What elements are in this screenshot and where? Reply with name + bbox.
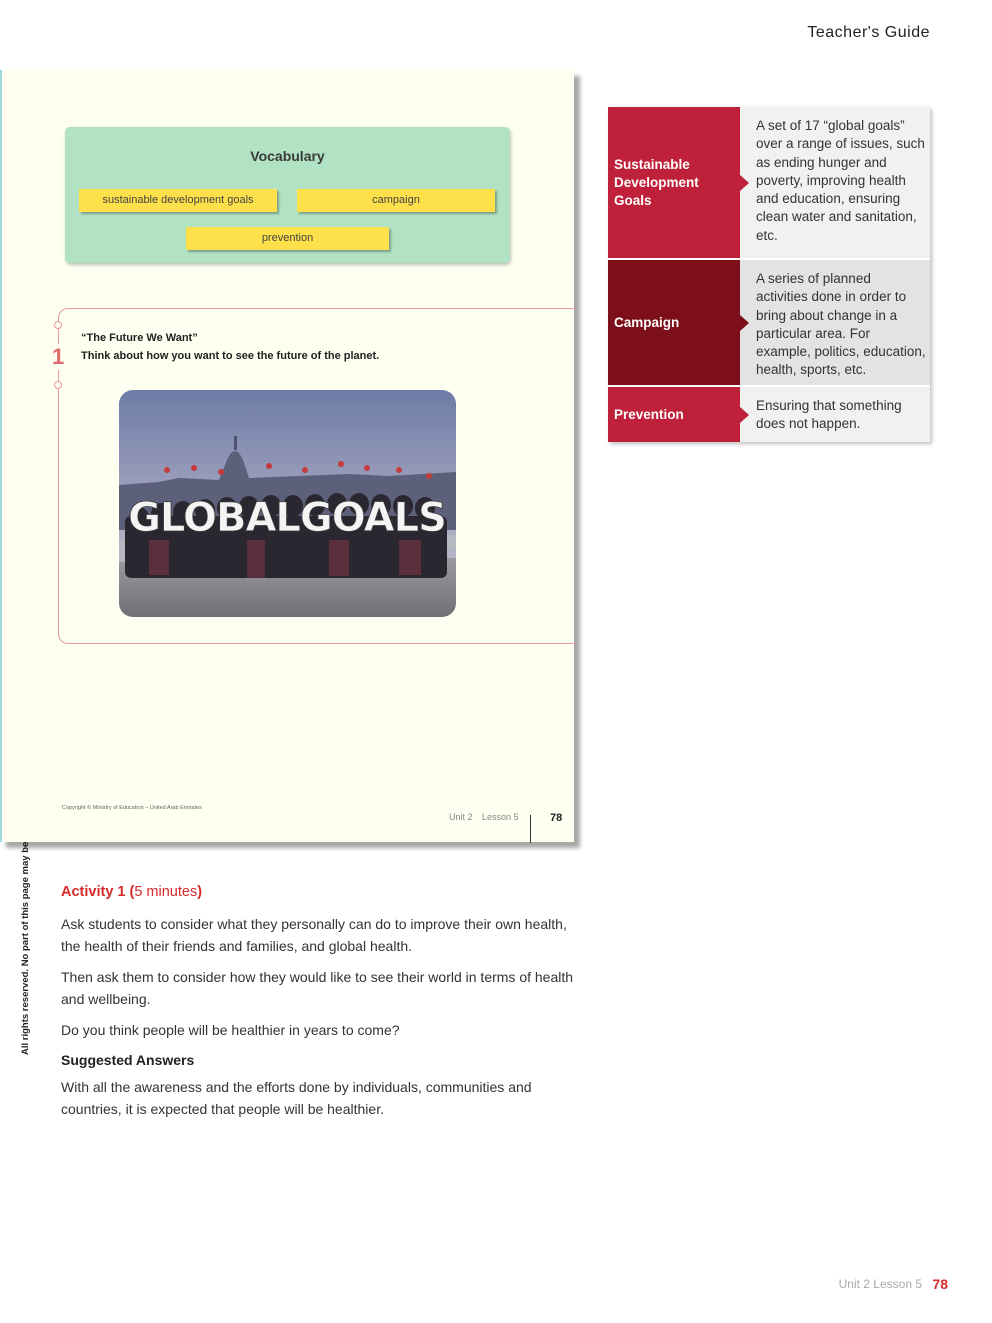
footer-unit-lesson: Unit 2 Lesson 5 xyxy=(838,1277,922,1291)
glossary-term: Campaign xyxy=(608,260,740,385)
glossary-term: Sustainable Development Goals xyxy=(608,107,740,258)
guide-title: Teacher's Guide xyxy=(807,24,930,41)
vocabulary-title: Vocabulary xyxy=(250,148,325,164)
book-copyright: Copyright © Ministry of Education – United Arab Emirates xyxy=(62,805,202,811)
photo-banner-text: GLOBALGOALS xyxy=(128,495,446,541)
glossary-term: Prevention xyxy=(608,387,740,442)
glossary-row xyxy=(608,258,930,385)
glossary-definition: A set of 17 “global goals” over a range of issues, such as ending hunger and poverty, improving health and education, ensuring clean water and sanitation, etc. xyxy=(740,107,930,258)
activity-duration: 5 minutes xyxy=(134,884,198,900)
book-page-number: 78 xyxy=(550,812,563,824)
book-unit: Unit 2 xyxy=(449,812,473,822)
glossary-row xyxy=(608,107,930,258)
footer-divider xyxy=(530,815,531,843)
activity-heading: “The Future We Want” xyxy=(81,332,198,344)
vocabulary-box xyxy=(65,127,510,263)
vocab-chip-prevention: prevention xyxy=(186,227,389,250)
suggested-answers-heading: Suggested Answers xyxy=(61,1052,195,1068)
frame-dot xyxy=(54,381,62,389)
activity-title-close: ) xyxy=(197,884,203,900)
activity-paragraph: Then ask them to consider how they would like to see their world in terms of health and wellbeing. xyxy=(61,969,574,1007)
footer-page-number: 78 xyxy=(932,1276,948,1292)
activity-paragraph: Do you think people will be healthier in years to come? xyxy=(61,1022,400,1038)
suggested-answer: With all the awareness and the efforts done by individuals, communities and countries, it is expected that people will be healthier. xyxy=(61,1079,532,1117)
glossary-table xyxy=(608,107,930,442)
vocab-chip-sdg: sustainable development goals xyxy=(79,189,277,212)
activity-number: 1 xyxy=(52,344,65,369)
activity-paragraph: Ask students to consider what they personally can do to improve their own health, the health of their friends and families, and global health. xyxy=(61,916,567,954)
activity-notes-title xyxy=(61,884,202,900)
vocab-chip-campaign: campaign xyxy=(297,189,495,212)
glossary-definition: A series of planned activities done in order to bring about change in a particular area. For example, politics, education, health, sports, etc. xyxy=(740,260,930,385)
glossary-row xyxy=(608,385,930,442)
activity-title-text: Activity 1 ( xyxy=(61,884,135,900)
book-lesson: Lesson 5 xyxy=(482,812,519,822)
frame-dot xyxy=(54,321,62,329)
global-goals-photo xyxy=(119,390,456,617)
student-book-page xyxy=(0,70,574,842)
activity-prompt: Think about how you want to see the future of the planet. xyxy=(81,350,380,362)
glossary-definition: Ensuring that something does not happen. xyxy=(740,387,930,442)
